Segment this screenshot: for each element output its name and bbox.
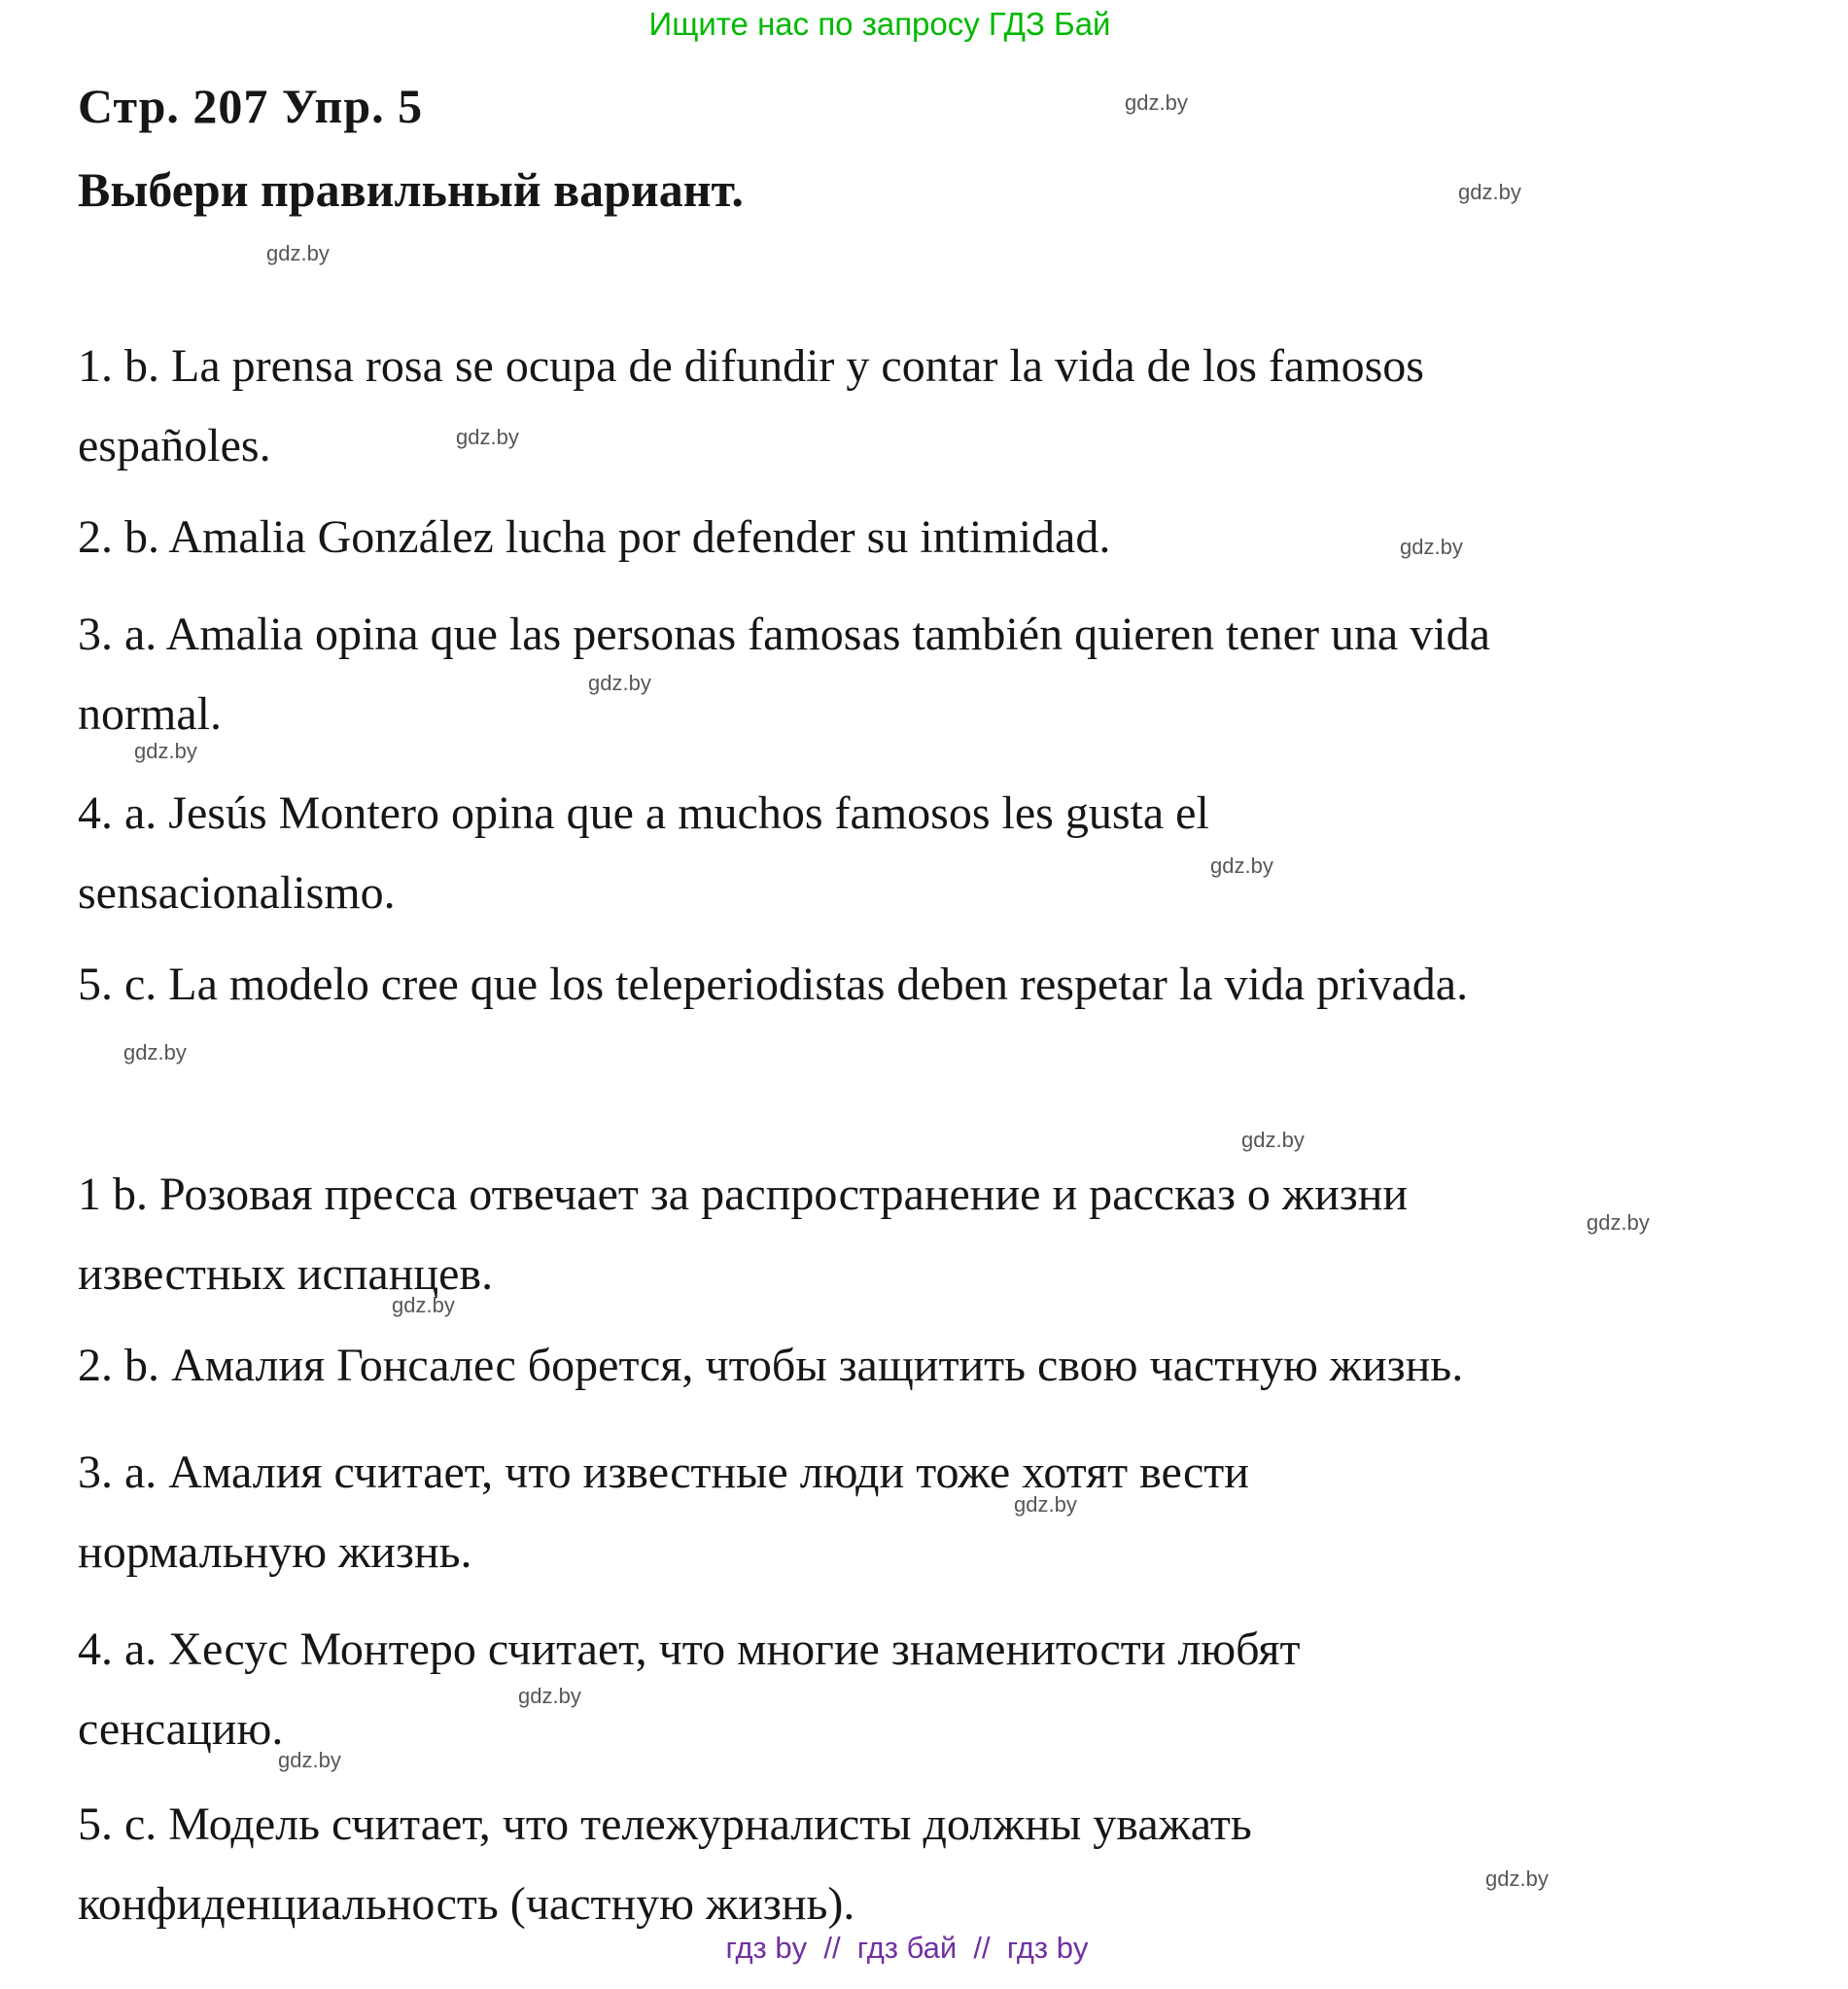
gdz-watermark: gdz.by	[1241, 1128, 1305, 1152]
text-line: известных испанцев.	[78, 1248, 494, 1300]
text-line: normal.	[78, 688, 222, 740]
text-line: 5. c. La modelo cree que los teleperiodistas deben respetar la vida privada.	[78, 959, 1469, 1010]
gdz-watermark: gdz.by	[456, 425, 519, 449]
answer-ru-1	[78, 1155, 1818, 1314]
text-line: 3. a. Амалия считает, что известные люди тоже хотят вести	[78, 1447, 1249, 1498]
answer-ru-2	[78, 1326, 1818, 1406]
gdz-watermark: gdz.by	[134, 739, 197, 763]
gdz-watermark: gdz.by	[278, 1748, 341, 1772]
text-line: 1. b. La prensa rosa se ocupa de difundir y contar la vida de los famosos	[78, 340, 1424, 392]
text-line: конфиденциальность (частную жизнь).	[78, 1878, 855, 1930]
text-line: 2. b. Amalia González lucha por defender su intimidad.	[78, 511, 1111, 563]
page-title: Стр. 207 Упр. 5	[78, 79, 424, 133]
text-line: 3. a. Amalia opina que las personas famosas también quieren tener una vida	[78, 609, 1490, 660]
answer-ru-5	[78, 1785, 1818, 1944]
text-line: 5. c. Модель считает, что тележурналисты должны уважать	[78, 1798, 1252, 1850]
gdz-watermark: gdz.by	[1400, 535, 1463, 559]
gdz-watermark: gdz.by	[1210, 854, 1273, 878]
gdz-watermark: gdz.by	[1014, 1492, 1077, 1517]
text-line: españoles.	[78, 420, 271, 471]
text-line: 1 b. Розовая пресса отвечает за распространение и рассказ о жизни	[78, 1169, 1409, 1220]
exercise-instruction: Выбери правильный вариант.	[78, 162, 744, 217]
text-line: сенсацию.	[78, 1703, 284, 1755]
gdz-watermark: gdz.by	[518, 1684, 581, 1708]
gdz-watermark: gdz.by	[392, 1293, 455, 1317]
gdz-watermark: gdz.by	[1125, 90, 1188, 115]
gdz-watermark: gdz.by	[266, 241, 330, 265]
text-line: нормальную жизнь.	[78, 1526, 472, 1578]
footer-links: гдз by // гдз бай // гдз by	[725, 1931, 1089, 1965]
text-line: sensacionalismo.	[78, 867, 396, 919]
answer-ru-4	[78, 1610, 1818, 1769]
text-line: 4. a. Хесус Монтеро считает, что многие знаменитости любят	[78, 1623, 1301, 1675]
answer-ru-3	[78, 1433, 1818, 1592]
answer-es-2	[78, 498, 1818, 577]
gdz-watermark: gdz.by	[588, 671, 651, 695]
answer-es-5	[78, 945, 1818, 1025]
promo-banner: Ищите нас по запросу ГДЗ Бай	[648, 6, 1111, 42]
gdz-watermark: gdz.by	[1485, 1867, 1549, 1891]
text-line: 4. a. Jesús Montero opina que a muchos famosos les gusta el	[78, 787, 1209, 839]
gdz-watermark: gdz.by	[1458, 180, 1521, 204]
gdz-watermark: gdz.by	[1586, 1210, 1650, 1235]
answer-es-1	[78, 327, 1818, 486]
text-line: 2. b. Амалия Гонсалес борется, чтобы защитить свою частную жизнь.	[78, 1340, 1464, 1391]
answer-es-4	[78, 774, 1818, 933]
answer-es-3	[78, 595, 1818, 754]
gdz-watermark: gdz.by	[123, 1040, 187, 1064]
